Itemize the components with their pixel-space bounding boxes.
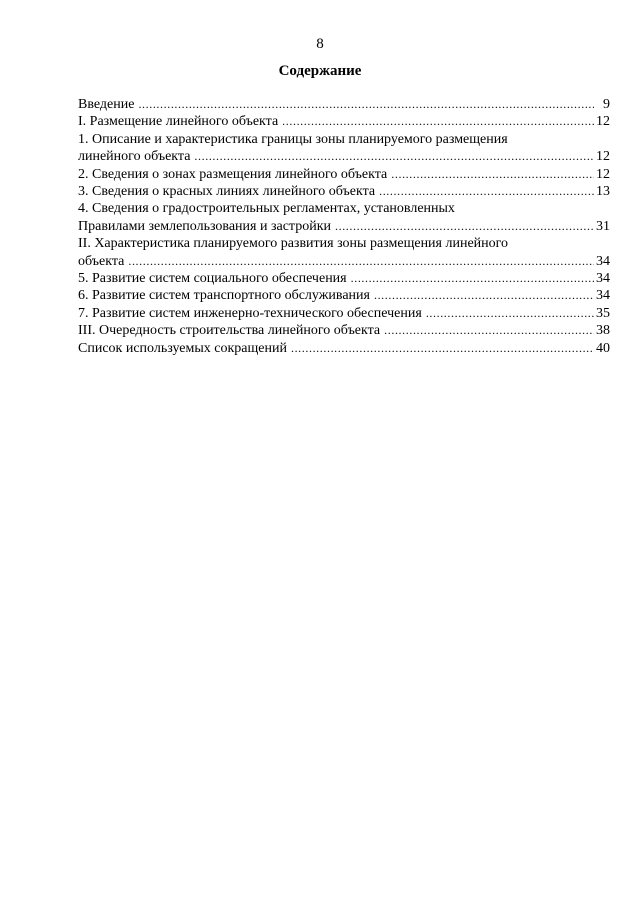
toc-entry-text: 6. Развитие систем транспортного обслуживания [78, 288, 370, 304]
toc-entry-abbreviations[interactable] [78, 340, 610, 357]
toc-entry-text: Правилами землепользования и застройки [78, 218, 331, 234]
toc-title: Содержание [278, 63, 362, 79]
toc-entry-item-4[interactable] [78, 200, 610, 235]
toc-entry-page: 34 [596, 253, 610, 269]
toc-entry-text: 2. Сведения о зонах размещения линейного объекта [78, 166, 388, 182]
toc-dot-leader [291, 340, 594, 357]
toc-entry-text: линейного объекта [78, 149, 191, 165]
toc-entry-text: объекта [78, 253, 125, 269]
toc-entry-text: 7. Развитие систем инженерно-технического обеспечения [78, 305, 422, 321]
toc-entry-page: 35 [596, 305, 610, 321]
toc-dot-leader [426, 305, 594, 322]
toc-entry-page: 9 [603, 97, 610, 112]
table-of-contents [78, 96, 610, 357]
toc-dot-leader [138, 96, 594, 113]
toc-entry-page: 34 [596, 288, 610, 304]
toc-dot-leader [335, 218, 594, 235]
toc-dot-leader [351, 270, 594, 287]
toc-entry-text: I. Размещение линейного объекта [78, 114, 279, 130]
toc-entry-text-line: 1. Описание и характеристика границы зоны планируемого размещения [78, 131, 508, 147]
toc-dot-leader [282, 113, 594, 130]
toc-entry-section-3[interactable] [78, 322, 610, 339]
toc-entry-item-2[interactable] [78, 166, 610, 183]
toc-entry-introduction[interactable] [78, 96, 610, 113]
toc-entry-page: 31 [596, 218, 610, 234]
toc-entry-text-line: II. Характеристика планируемого развития зоны размещения линейного [78, 236, 509, 252]
toc-dot-leader [194, 148, 594, 165]
toc-entry-item-7[interactable] [78, 305, 610, 322]
toc-entry-text: 3. Сведения о красных линиях линейного объекта [78, 184, 376, 200]
toc-entry-page: 12 [596, 114, 610, 130]
toc-entry-item-5[interactable] [78, 270, 610, 287]
toc-entry-text: Введение [78, 97, 135, 112]
toc-dot-leader [391, 166, 594, 183]
toc-entry-text-line: 4. Сведения о градостроительных регламентах, установленных [78, 201, 455, 217]
toc-entry-item-6[interactable] [78, 287, 610, 304]
toc-entry-item-3[interactable] [78, 183, 610, 200]
toc-entry-page: 40 [596, 340, 610, 356]
toc-entry-section-2[interactable] [78, 235, 610, 270]
toc-dot-leader [128, 253, 594, 270]
toc-entry-page: 38 [596, 323, 610, 339]
toc-dot-leader [379, 183, 594, 200]
toc-entry-item-1[interactable] [78, 131, 610, 166]
toc-dot-leader [374, 287, 594, 304]
toc-entry-page: 13 [596, 184, 610, 200]
toc-entry-page: 12 [596, 149, 610, 165]
toc-entry-page: 34 [596, 271, 610, 287]
toc-dot-leader [384, 322, 594, 339]
toc-entry-text: 5. Развитие систем социального обеспечения [78, 271, 347, 287]
toc-entry-page: 12 [596, 166, 610, 182]
page-number: 8 [316, 36, 324, 52]
toc-entry-text: Список используемых сокращений [78, 340, 287, 356]
toc-entry-text: III. Очередность строительства линейного объекта [78, 323, 381, 339]
toc-entry-section-1[interactable] [78, 113, 610, 130]
